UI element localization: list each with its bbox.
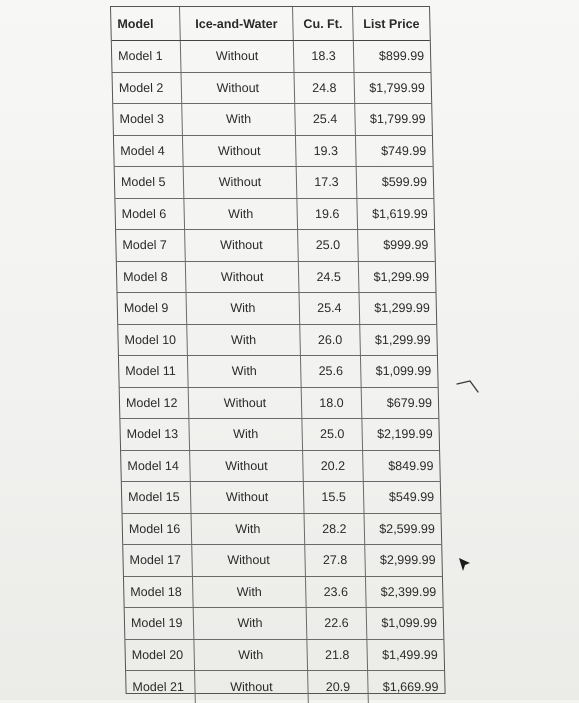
cell-cu-ft: 26.0: [300, 325, 361, 356]
cell-ice-and-water: Without: [185, 230, 299, 261]
cell-ice-and-water: With: [194, 640, 308, 671]
table-row: [116, 230, 435, 262]
table-row: [118, 325, 437, 357]
cell-ice-and-water: Without: [190, 451, 304, 482]
cell-list-price: $849.99: [388, 458, 434, 473]
cell-ice-and-water: Without: [181, 41, 295, 72]
cell-model: Model 18: [124, 577, 194, 608]
table-row: [126, 671, 445, 703]
cell-list-price: $599.99: [381, 175, 428, 190]
cell-model: Model 4: [114, 136, 184, 167]
cell-model: Model 2: [113, 73, 183, 104]
table-row: [123, 514, 442, 546]
cell-list-price: $749.99: [380, 143, 427, 158]
cell-model: Model 3: [113, 104, 183, 135]
table-row: [113, 104, 432, 136]
table-row: [123, 545, 442, 577]
cell-cu-ft: 23.6: [306, 577, 367, 608]
cell-cu-ft: 18.3: [294, 41, 355, 72]
table-header-row: [111, 7, 430, 41]
cell-model: Model 7: [116, 230, 186, 261]
table-row: [117, 262, 436, 294]
cell-ice-and-water: Without: [182, 73, 296, 104]
cell-model: Model 14: [121, 451, 191, 482]
header-model: Model: [111, 7, 181, 40]
cell-list-price: $899.99: [378, 49, 425, 64]
table-row: [121, 451, 440, 483]
cell-cu-ft: 28.2: [305, 514, 366, 545]
cell-cu-ft: 21.8: [307, 640, 368, 671]
cell-cu-ft: 19.6: [297, 199, 358, 230]
cell-ice-and-water: Without: [195, 671, 309, 703]
cell-list-price: $999.99: [383, 238, 429, 253]
header-cu-ft: Cu. Ft.: [293, 7, 354, 40]
cell-list-price: $1,299.99: [374, 332, 431, 347]
cell-ice-and-water: With: [188, 356, 302, 387]
cell-cu-ft: 15.5: [304, 482, 365, 513]
header-list-price: List Price: [363, 16, 420, 31]
cell-ice-and-water: Without: [183, 136, 297, 167]
cell-cu-ft: 20.2: [303, 451, 364, 482]
cell-ice-and-water: With: [194, 608, 308, 639]
header-ice-and-water: Ice-and-Water: [180, 7, 294, 40]
cell-model: Model 20: [125, 640, 195, 671]
cursor-arrow-icon: [458, 557, 472, 573]
cell-list-price: $2,999.99: [379, 553, 436, 568]
cell-list-price: $1,799.99: [369, 112, 426, 127]
cell-list-price: $1,299.99: [373, 269, 430, 284]
cell-cu-ft: 25.0: [302, 419, 363, 450]
cell-model: Model 1: [112, 41, 182, 72]
cell-list-price: $2,399.99: [380, 584, 437, 599]
pen-mark-icon: [454, 376, 484, 396]
cell-cu-ft: 24.8: [295, 73, 356, 104]
table-row: [122, 482, 441, 514]
cell-ice-and-water: With: [187, 293, 301, 324]
models-table: [110, 6, 446, 694]
cell-cu-ft: 25.4: [295, 104, 356, 135]
cell-ice-and-water: With: [184, 199, 298, 230]
cell-model: Model 11: [119, 356, 189, 387]
cell-list-price: $2,199.99: [376, 427, 433, 442]
cell-ice-and-water: With: [182, 104, 296, 135]
table-row: [113, 73, 432, 105]
cell-ice-and-water: With: [189, 419, 303, 450]
cell-ice-and-water: With: [193, 577, 307, 608]
cell-cu-ft: 24.5: [299, 262, 360, 293]
table-row: [118, 293, 437, 325]
cell-cu-ft: 20.9: [308, 671, 369, 703]
table-row: [125, 640, 444, 672]
cell-list-price: $1,799.99: [369, 80, 426, 95]
cell-model: Model 8: [117, 262, 187, 293]
cell-cu-ft: 25.0: [298, 230, 359, 261]
table-row: [120, 388, 439, 420]
cell-ice-and-water: With: [187, 325, 301, 356]
cell-cu-ft: 25.6: [301, 356, 362, 387]
cell-list-price: $2,599.99: [379, 521, 436, 536]
table-row: [114, 136, 433, 168]
table-row: [112, 41, 431, 73]
table-row: [115, 199, 434, 231]
cell-list-price: $1,099.99: [381, 616, 438, 631]
cell-ice-and-water: Without: [191, 482, 305, 513]
cell-model: Model 19: [125, 608, 195, 639]
cell-cu-ft: 22.6: [307, 608, 368, 639]
cell-list-price: $1,669.99: [382, 679, 439, 694]
cell-model: Model 17: [123, 545, 193, 576]
cell-ice-and-water: Without: [184, 167, 298, 198]
cell-list-price: $1,099.99: [375, 364, 432, 379]
cell-model: Model 10: [118, 325, 188, 356]
cell-model: Model 21: [126, 671, 196, 703]
cell-ice-and-water: With: [192, 514, 306, 545]
cell-model: Model 9: [118, 293, 188, 324]
table-row: [120, 419, 439, 451]
table-row: [124, 577, 443, 609]
cell-ice-and-water: Without: [186, 262, 300, 293]
cell-model: Model 6: [115, 199, 185, 230]
table-row: [119, 356, 438, 388]
cell-model: Model 15: [122, 482, 192, 513]
cell-ice-and-water: Without: [189, 388, 303, 419]
cell-cu-ft: 25.4: [300, 293, 361, 324]
cell-list-price: $1,619.99: [371, 206, 428, 221]
cell-list-price: $1,499.99: [381, 647, 438, 662]
cell-model: Model 16: [123, 514, 193, 545]
cell-list-price: $1,299.99: [374, 301, 431, 316]
cell-cu-ft: 27.8: [305, 545, 366, 576]
cell-model: Model 5: [115, 167, 185, 198]
cell-cu-ft: 18.0: [302, 388, 363, 419]
cell-list-price: $679.99: [386, 395, 433, 410]
table-row: [125, 608, 444, 640]
cell-cu-ft: 17.3: [297, 167, 358, 198]
cell-model: Model 13: [120, 419, 190, 450]
cell-model: Model 12: [120, 388, 190, 419]
cell-ice-and-water: Without: [192, 545, 306, 576]
table-row: [115, 167, 434, 199]
cell-cu-ft: 19.3: [296, 136, 357, 167]
cell-list-price: $549.99: [388, 490, 435, 505]
